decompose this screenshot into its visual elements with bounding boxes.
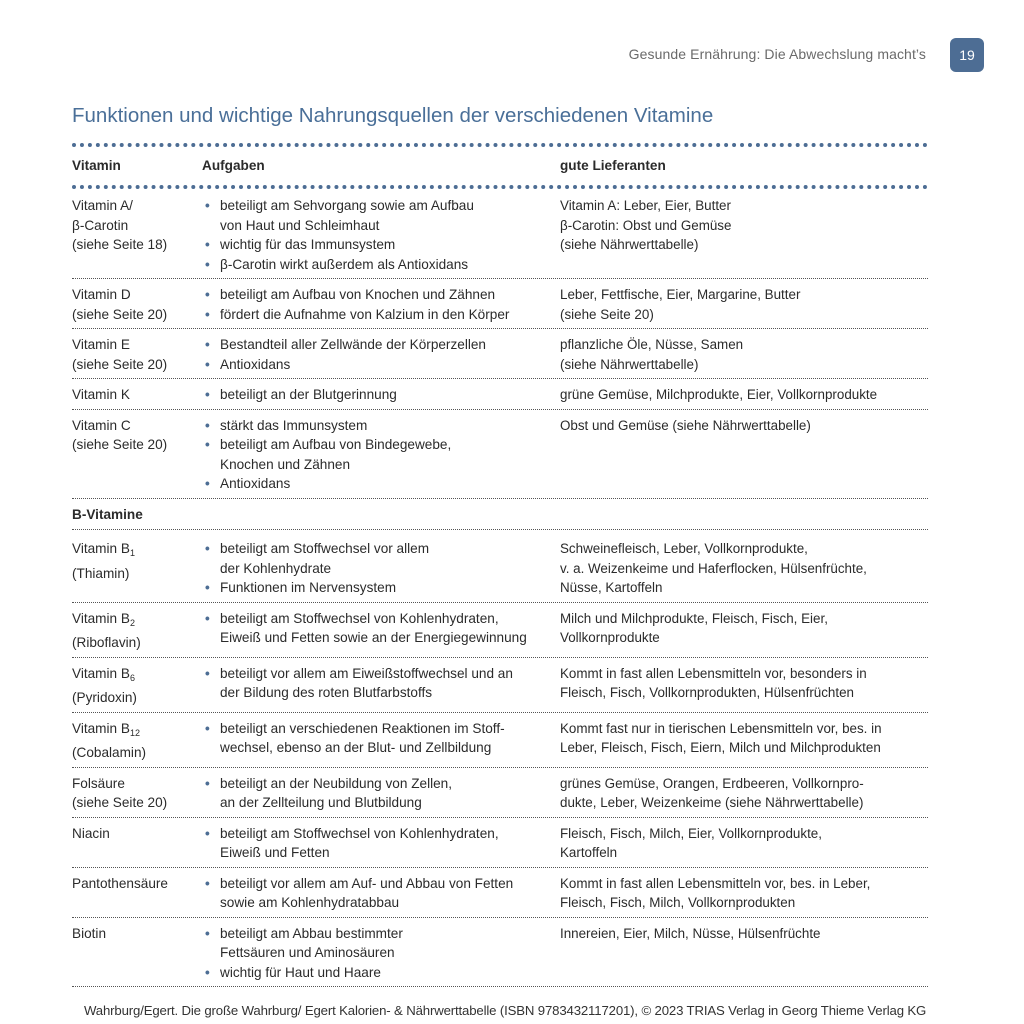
vitamin-name-line	[72, 609, 198, 634]
task-list	[202, 385, 560, 405]
task-list	[202, 774, 560, 813]
vitamin-name-line	[72, 719, 198, 744]
task-item: • beteiligt vor allem am Eiweißstoffwechsel und an der Bildung des roten Blutfarbstoffs	[202, 664, 560, 703]
vitamin-subscript: 2	[129, 617, 135, 628]
task-item: • beteiligt an der Neubildung von Zellen, an der Zellteilung und Blutbildung	[202, 774, 560, 813]
sources-cell: Obst und Gemüse (siehe Nährwerttabelle)	[560, 417, 811, 433]
sources-cell: Vitamin A: Leber, Eier, Butter β-Carotin: Obst und Gemüse (siehe Nährwerttabelle)	[560, 198, 732, 252]
tasks-cell	[198, 285, 560, 324]
vitamin-name-line	[72, 824, 198, 844]
sources-cell: Leber, Fettfische, Eier, Margarine, Butter (siehe Seite 20)	[560, 287, 801, 322]
task-item: • fördert die Aufnahme von Kalzium in den Körper	[202, 305, 560, 325]
vitamin-name-line	[72, 874, 198, 894]
vitamin-name-line	[72, 539, 198, 564]
vitamin-name	[72, 664, 198, 708]
sources-cell: grünes Gemüse, Orangen, Erdbeeren, Vollkornpro- dukte, Leber, Weizenkeime (siehe Nährwerttabelle)	[560, 775, 864, 810]
task-list	[202, 824, 560, 863]
table-row	[72, 608, 928, 658]
task-list	[202, 609, 560, 648]
vitamin-table	[72, 143, 928, 987]
tasks-cell	[198, 874, 560, 913]
vitamin-subscript: 6	[129, 672, 135, 683]
task-list	[202, 924, 560, 983]
table-row	[72, 415, 928, 499]
vitamin-name	[72, 609, 198, 653]
task-item: • beteiligt an der Blutgerinnung	[202, 385, 560, 405]
column-header-sources: gute Lieferanten	[560, 158, 666, 174]
sources-cell: Fleisch, Fisch, Milch, Eier, Vollkornprodukte, Kartoffeln	[560, 825, 822, 860]
vitamin-name-text: Folsäure	[72, 775, 125, 791]
task-item: • beteiligt vor allem am Auf- und Abbau von Fetten sowie am Kohlenhydratabbau	[202, 874, 560, 913]
task-item: • wichtig für Haut und Haare	[202, 963, 560, 983]
task-list	[202, 416, 560, 494]
table-row	[72, 195, 928, 279]
vitamin-name	[72, 539, 198, 598]
running-header: Gesunde Ernährung: Die Abwechslung macht’s	[628, 46, 926, 62]
vitamin-name-text: Vitamin B	[72, 610, 130, 626]
task-item: • beteiligt am Stoffwechsel vor allem der Kohlenhydrate	[202, 539, 560, 578]
task-item: • stärkt das Immunsystem	[202, 416, 560, 436]
vitamin-name-text: Pantothensäure	[72, 875, 168, 891]
table-row	[72, 284, 928, 329]
table-row	[72, 718, 928, 768]
vitamin-name-text: Niacin	[72, 825, 110, 841]
sources-cell: pflanzliche Öle, Nüsse, Samen (siehe Nährwerttabelle)	[560, 337, 744, 372]
table-body-main	[72, 195, 928, 499]
tasks-cell	[198, 664, 560, 708]
table-row	[72, 873, 928, 918]
vitamin-name: Vitamin D (siehe Seite 20)	[72, 287, 168, 322]
task-list	[202, 874, 560, 913]
tasks-cell	[198, 774, 560, 813]
table-title: Funktionen und wichtige Nahrungsquellen der verschiedenen Vitamine	[72, 104, 714, 127]
tasks-cell	[198, 416, 560, 494]
task-item: • beteiligt am Stoffwechsel von Kohlenhydraten, Eiweiß und Fetten	[202, 824, 560, 863]
vitamin-alt-name: (Thiamin)	[72, 565, 130, 581]
sources-cell: grüne Gemüse, Milchprodukte, Eier, Vollkornprodukte	[560, 387, 878, 402]
task-item: • beteiligt am Sehvorgang sowie am Aufbau von Haut und Schleimhaut	[202, 196, 560, 235]
tasks-cell	[198, 335, 560, 374]
vitamin-name: Vitamin K	[72, 387, 130, 402]
table-row	[72, 663, 928, 713]
sources-cell: Innereien, Eier, Milch, Nüsse, Hülsenfrüchte	[560, 925, 821, 941]
header-divider-bottom	[72, 185, 928, 189]
task-item: • beteiligt an verschiedenen Reaktionen im Stoff- wechsel, ebenso an der Blut- und Zellbildung	[202, 719, 560, 758]
vitamin-name: Vitamin C (siehe Seite 20)	[72, 417, 168, 452]
sources-cell: Kommt in fast allen Lebensmitteln vor, bes. in Leber, Fleisch, Fisch, Milch, Vollkornprodukten	[560, 875, 871, 910]
task-item: • beteiligt am Aufbau von Knochen und Zähnen	[202, 285, 560, 305]
task-list	[202, 196, 560, 274]
tasks-cell	[198, 609, 560, 653]
task-list	[202, 539, 560, 598]
column-header-vitamin: Vitamin	[72, 158, 121, 174]
table-row	[72, 773, 928, 818]
vitamin-subscript: 12	[129, 727, 140, 738]
tasks-cell	[198, 719, 560, 763]
footer-citation: Wahrburg/Egert. Die große Wahrburg/ Egert Kalorien- & Nährwerttabelle (ISBN 9783432117201), © 2023 TRIAS Verlag in Georg Thieme Verlag KG	[84, 1003, 927, 1018]
task-item: • Antioxidans	[202, 474, 560, 494]
sources-cell: Schweinefleisch, Leber, Vollkornprodukte, v. a. Weizenkeime und Haferflocken, Hülsenfrüchte, Nüsse, Kartoffeln	[560, 541, 867, 595]
task-list	[202, 664, 560, 703]
tasks-cell	[198, 539, 560, 598]
vitamin-alt-name: (siehe Seite 20)	[72, 795, 168, 810]
vitamin-name	[72, 824, 198, 863]
task-item: • beteiligt am Aufbau von Bindegewebe, Knochen und Zähnen	[202, 435, 560, 474]
vitamin-name-text: Vitamin B	[72, 720, 130, 736]
table-body-b-vitamins	[72, 538, 928, 987]
vitamin-name-line	[72, 774, 198, 794]
vitamin-alt-name: (Pyridoxin)	[72, 690, 137, 705]
vitamin-subscript: 1	[129, 548, 135, 558]
vitamin-name	[72, 924, 198, 983]
vitamin-name	[72, 719, 198, 763]
sources-cell: Milch und Milchprodukte, Fleisch, Fisch, Eier, Vollkornprodukte	[560, 610, 828, 645]
page-number-badge: 19	[950, 38, 984, 72]
task-item: • beteiligt am Stoffwechsel von Kohlenhydraten, Eiweiß und Fetten sowie an der Energiegewinnung	[202, 609, 560, 648]
task-item: • Bestandteil aller Zellwände der Körperzellen	[202, 335, 560, 355]
vitamin-name-text: Biotin	[72, 925, 107, 941]
tasks-cell	[198, 824, 560, 863]
vitamin-name-line	[72, 924, 198, 944]
table-row	[72, 538, 928, 603]
sources-cell: Kommt in fast allen Lebensmitteln vor, besonders in Fleisch, Fisch, Vollkornprodukten, Hülsenfrüchten	[560, 665, 867, 700]
tasks-cell	[198, 196, 560, 274]
vitamin-name: Vitamin A/ β-Carotin (siehe Seite 18)	[72, 198, 168, 252]
task-item: • wichtig für das Immunsystem	[202, 235, 560, 255]
vitamin-name	[72, 874, 198, 913]
vitamin-alt-name: (Cobalamin)	[72, 745, 147, 760]
task-item: • beteiligt am Abbau bestimmter Fettsäuren und Aminosäuren	[202, 924, 560, 963]
column-header-tasks: Aufgaben	[202, 158, 265, 174]
table-header	[72, 147, 928, 185]
section-heading-b-vitamins: B-Vitamine	[72, 504, 928, 531]
vitamin-name: Vitamin E (siehe Seite 20)	[72, 337, 168, 372]
vitamin-name-line	[72, 664, 198, 689]
task-item: • Funktionen im Nervensystem	[202, 578, 560, 598]
vitamin-name-text: Vitamin B	[72, 665, 130, 681]
table-row	[72, 334, 928, 379]
vitamin-name-text: Vitamin B	[72, 541, 130, 556]
vitamin-name	[72, 774, 198, 813]
task-list	[202, 719, 560, 758]
table-row	[72, 823, 928, 868]
table-row	[72, 384, 928, 410]
task-item: • Antioxidans	[202, 355, 560, 375]
task-list	[202, 335, 560, 374]
task-item: • β-Carotin wirkt außerdem als Antioxidans	[202, 255, 560, 275]
table-row	[72, 923, 928, 988]
task-list	[202, 285, 560, 324]
sources-cell: Kommt fast nur in tierischen Lebensmitteln vor, bes. in Leber, Fleisch, Fisch, Eiern, Milch und Milchprodukten	[560, 720, 882, 755]
tasks-cell	[198, 924, 560, 983]
tasks-cell	[198, 385, 560, 405]
vitamin-alt-name: (Riboflavin)	[72, 635, 141, 650]
